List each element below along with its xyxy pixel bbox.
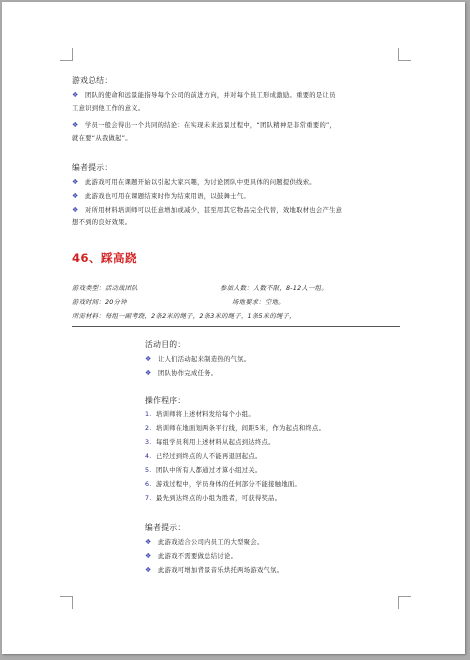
summary-bullet-2: ❖ 学员一般会得出一个共同的结论：在实现未来远景过程中，“团队精神是非常重要的”， (72, 121, 337, 129)
crop-mark-top-right (398, 48, 411, 61)
procedure-heading: 操作程序： (145, 396, 186, 405)
crop-mark-bottom-left (60, 596, 73, 609)
summary-bullet-1: ❖ 团队的使命和远景能指导每个公司的前进方向，并对每个员工形成激励。重要的是让员 (72, 91, 336, 99)
diamond-bullet-icon: ❖ (145, 566, 152, 574)
diamond-bullet-icon: ❖ (72, 192, 79, 200)
crop-mark-bottom-right (398, 596, 411, 609)
diamond-bullet-icon: ❖ (145, 538, 152, 546)
tip2-bullet-2: ❖ 此游戏不需要做总结讨论。 (145, 552, 238, 560)
game-type: 游戏类型：活动战团队 (72, 285, 138, 292)
game-participants: 参加人数：人数不限，8-12人一组。 (220, 285, 328, 292)
crop-mark-top-left (60, 48, 73, 61)
diamond-bullet-icon: ❖ (145, 355, 152, 363)
diamond-bullet-icon: ❖ (72, 178, 79, 186)
tip-bullet-3-cont: 想不到的良好效果。 (72, 219, 132, 226)
diamond-bullet-icon: ❖ (145, 552, 152, 560)
section-divider (72, 326, 400, 327)
tip2-bullet-1: ❖ 此游戏适合公司内员工的大型聚会。 (145, 538, 264, 546)
game-materials: 所需材料：每组一副考跷，2条2米的绳子，2条3米的绳子，1条5米的绳子， (72, 313, 296, 320)
diamond-bullet-icon: ❖ (72, 121, 79, 129)
summary-bullet-2-cont: 就在要“从我做起”。 (72, 135, 132, 142)
procedure-step: 7. 最先到达终点的小组为胜者，可获得奖品。 (145, 495, 282, 502)
purpose-bullet-1: ❖ 让人们活动起来制造热的气氛。 (145, 355, 251, 363)
game-title: 46、踩高跷 (72, 251, 138, 265)
game-time: 游戏时间：20分钟 (72, 299, 127, 306)
purpose-heading: 活动目的： (145, 340, 186, 349)
procedure-step: 5. 团队中所有人都通过才算小组过关。 (145, 467, 262, 474)
summary-bullet-1-cont: 工意识到他工作的意义。 (72, 105, 145, 112)
summary-heading: 游戏总结： (72, 76, 113, 85)
tip-bullet-2: ❖ 此游戏也可用在课题结束时作为结束用语，以鼓舞士气。 (72, 192, 250, 200)
document-page (2, 2, 465, 654)
diamond-bullet-icon: ❖ (72, 206, 79, 214)
game-venue: 场地要求：空地。 (232, 299, 285, 306)
procedure-step: 1. 培训师将上述材料发给每个小组。 (145, 411, 255, 418)
procedure-step: 6. 游戏过程中，学员身体的任何部分不能接触地面。 (145, 481, 302, 488)
procedure-step: 4. 已经过到终点的人不能再退回起点。 (145, 453, 262, 460)
diamond-bullet-icon: ❖ (72, 91, 79, 99)
editor-tips-2-heading: 编者提示： (145, 523, 186, 532)
tip-bullet-3: ❖ 对所用材料培训师可以任意增加或减少，甚至用其它物品完全代替，效地取材也会产生意 (72, 206, 343, 214)
procedure-step: 3. 每组学员利用上述材料从起点到达终点。 (145, 439, 275, 446)
tip-bullet-1: ❖ 此游戏可用在课题开始以引起大家兴趣，为讨论团队中更具体的问题提供线索。 (72, 178, 316, 186)
editor-tips-heading: 编者提示： (72, 163, 113, 172)
procedure-step: 2. 培训师在地面划两条平行线，间距5米，作为起点和终点。 (145, 425, 326, 432)
diamond-bullet-icon: ❖ (145, 369, 152, 377)
purpose-bullet-2: ❖ 团队协作完成任务。 (145, 369, 218, 377)
tip2-bullet-3: ❖ 此游戏可增加背景音乐烘托两场游戏气氛。 (145, 566, 284, 574)
